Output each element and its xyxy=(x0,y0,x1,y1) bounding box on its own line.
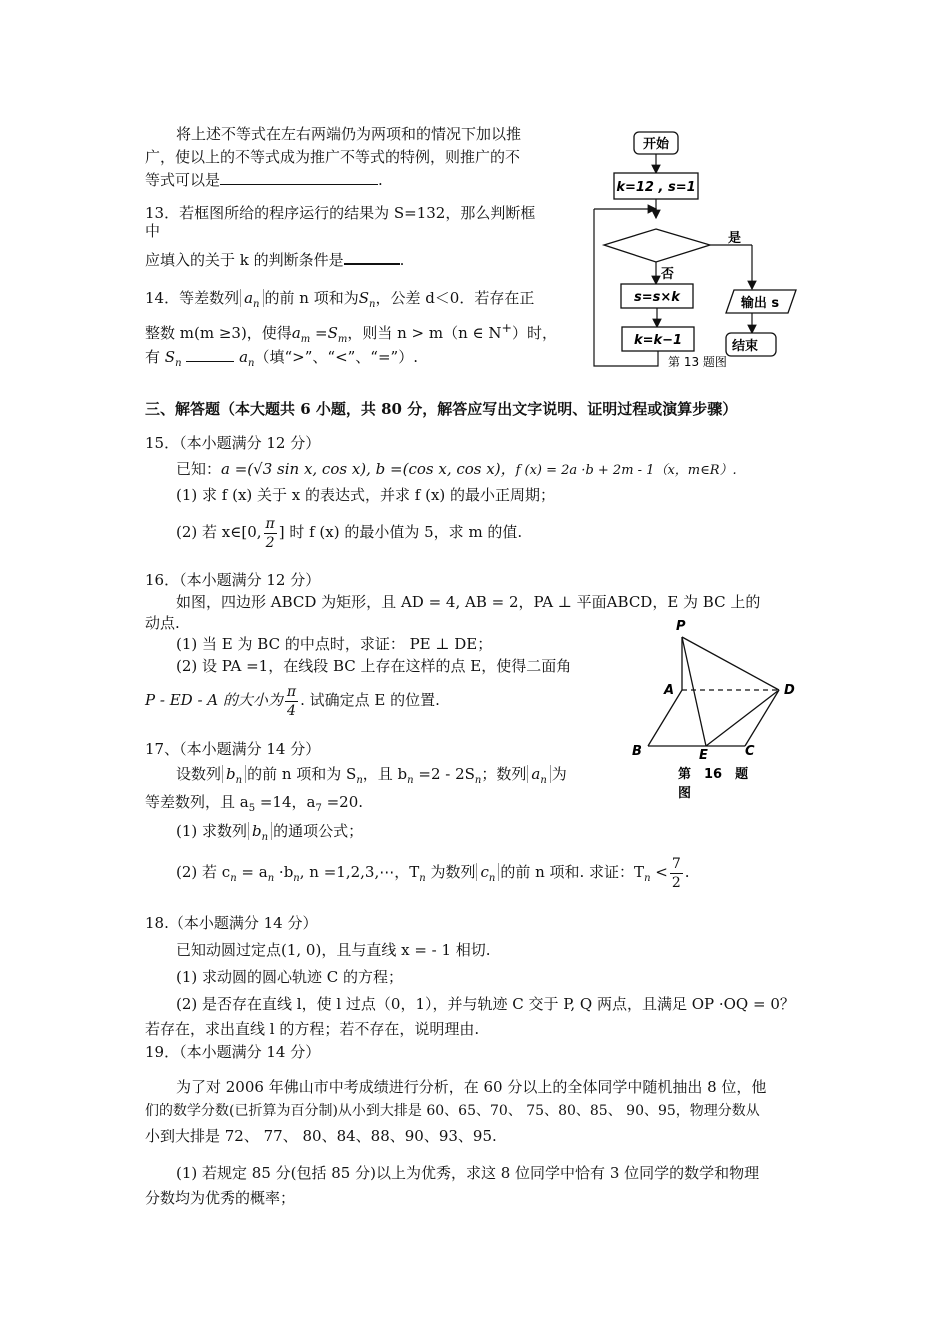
point-C: C xyxy=(745,744,755,759)
q13-line-3: 应填入的关于 k 的判断条件是 . xyxy=(145,251,405,269)
q15-title: 15．（本小题满分 12 分） xyxy=(145,434,321,452)
intro-line-2: 广，使以上的不等式成为推广不等式的特例，则推广的不 xyxy=(145,148,521,166)
flow-end-text: 结束 xyxy=(731,339,759,354)
q16-line-1: 如图，四边形 ABCD 为矩形，且 AD = 4, AB = 2，PA ⊥ 平面ABCD，E 为 BC 上的 xyxy=(176,593,761,611)
q16-part-2: (2) 设 PA =1，在线段 BC 上存在这样的点 E，使得二面角 xyxy=(176,657,572,675)
seq-a-bracket-17: $a_n$ xyxy=(527,765,550,783)
answer-blank-q13[interactable] xyxy=(344,249,400,265)
q14-line-3: 有 $S_n$ $a_n$（填“>”、“<”、“=”）. xyxy=(145,348,418,369)
q16-part-1: (1) 当 E 为 BC 的中点时，求证： PE ⊥ DE； xyxy=(176,635,493,653)
q17-part-1: (1) 求数列 $b_n$ 的通项公式； xyxy=(176,822,364,843)
figure-16-caption-1: 第 16 题 xyxy=(678,767,749,782)
q17-title: 17、（本小题满分 14 分） xyxy=(145,740,321,758)
flow-caption: 第 13 题图 xyxy=(668,355,727,369)
q19-title: 19．（本小题满分 14 分） xyxy=(145,1043,321,1061)
answer-blank-intro[interactable] xyxy=(220,170,378,185)
q13-line-2: 中 xyxy=(145,222,161,240)
edge-AB xyxy=(648,690,682,746)
edge-PD xyxy=(682,637,779,690)
section-3-heading: 三、解答题（本大题共 6 小题，共 80 分，解答应写出文字说明、证明过程或演算步骤） xyxy=(145,400,738,418)
edge-ED xyxy=(706,690,779,746)
pi-over-2: $\frac{\pi}{2}$ xyxy=(265,515,275,551)
figure-16-caption-2: 图 xyxy=(678,786,692,801)
flow-no-label: 否 xyxy=(661,267,675,282)
point-P: P xyxy=(676,619,686,634)
flow-yes-label: 是 xyxy=(728,231,742,246)
q19-line-2: 们的数学分数(已折算为百分制)从小到大排是 60、65、70、 75、80、85、 90、95，物理分数从 xyxy=(145,1103,760,1119)
point-D: D xyxy=(784,683,795,698)
point-A: A xyxy=(664,683,675,698)
q14-line-1: 14．等差数列 $a_n$ 的前 n 项和为$S_n$，公差 d＜0．若存在正 xyxy=(145,289,535,310)
edge-PE xyxy=(682,637,706,746)
edge-CD xyxy=(745,690,779,746)
q18-part-2: (2) 是否存在直线 l，使 l 过点（0，1），并与轨迹 C 交于 P, Q 两点，且满足 OP ·OQ = 0？ xyxy=(176,995,795,1013)
seven-halves: $\frac{7}{2}$ xyxy=(671,855,681,891)
q19-line-1: 为了对 2006 年佛山市中考成绩进行分析，在 60 分以上的全体同学中随机抽出 8 位，他 xyxy=(176,1078,767,1096)
seq-a-bracket: $a_n$ xyxy=(240,289,263,307)
flow-output-text: 输出 s xyxy=(740,296,780,311)
q14-line-2: 整数 m(m ≥3)，使得$a_m =S_m$，则当 n > m（n ∈ N+）时， xyxy=(145,320,558,345)
q15-part-2: (2) 若 x∈[0, $\frac{\pi}{2}$ ] 时 f (x) 的最小值为 5，求 m 的值. xyxy=(176,515,523,551)
flow-init-text: k=12 , s=1 xyxy=(616,180,696,195)
q15-given: 已知：a =(√3 sin x, cos x), b =(cos x, cos x)，f (x) = 2a ·b + 2m - 1（x，m∈R）. xyxy=(176,460,737,478)
q15-part-1: (1) 求 f (x) 关于 x 的表达式，并求 f (x) 的最小正周期； xyxy=(176,486,556,504)
flow-update-k-text: k=k−1 xyxy=(633,333,683,348)
q19-part-1b: 分数均为优秀的概率； xyxy=(145,1189,296,1207)
seq-b-bracket: $b_n$ xyxy=(222,765,246,783)
point-B: B xyxy=(632,744,642,759)
q18-part-2b: 若存在，求出直线 l 的方程；若不存在，说明理由. xyxy=(145,1020,480,1038)
flow-update-s-text: s=s×k xyxy=(634,290,680,305)
flowchart-q13 xyxy=(588,126,813,372)
intro-line-3: 等式可以是 . xyxy=(145,171,383,189)
answer-blank-q14[interactable] xyxy=(186,347,234,362)
q19-line-3: 小到大排是 72、 77、 80、84、88、90、93、95. xyxy=(145,1127,497,1145)
q16-line-2: 动点. xyxy=(145,614,180,632)
flow-condition-diamond xyxy=(604,229,710,262)
q17-line-1: 设数列 $b_n$ 的前 n 项和为 $S_n$，且 $b_n =2 - 2S_n$；数列 $a_n$ 为 xyxy=(176,765,567,786)
q13-line-1: 13．若框图所给的程序运行的结果为 S=132，那么判断框 xyxy=(145,204,536,222)
point-E: E xyxy=(699,748,708,763)
q18-part-1: (1) 求动圆的圆心轨迹 C 的方程； xyxy=(176,968,404,986)
q16-title: 16．（本小题满分 12 分） xyxy=(145,571,321,589)
flow-start-text: 开始 xyxy=(642,137,670,152)
q17-part-2: (2) 若 $c_n = a_n \cdot b_n$, n =1,2,3,⋯，$T_n$ 为数列 $c_n$ 的前 n 项和. 求证：$T_n$ < $\frac{7}{2}$ . xyxy=(176,855,690,891)
q18-title: 18.（本小题满分 14 分） xyxy=(145,914,318,932)
q18-line-1: 已知动圆过定点(1, 0)，且与直线 x = - 1 相切. xyxy=(176,941,491,959)
q17-line-2: 等差数列，且 $a_5 =14$，$a_7 =20$. xyxy=(145,793,364,814)
intro-line-1: 将上述不等式在左右两端仍为两项和的情况下加以推 xyxy=(176,125,522,143)
pyramid-figure-q16 xyxy=(628,615,808,805)
pi-over-4: $\frac{\pi}{4}$ xyxy=(286,683,297,719)
q16-part-2b: P - ED - A 的大小为 $\frac{\pi}{4}$ . 试确定点 E 的位置. xyxy=(145,683,440,719)
q19-part-1: (1) 若规定 85 分(包括 85 分)以上为优秀，求这 8 位同学中恰有 3 位同学的数学和物理 xyxy=(176,1164,760,1182)
seq-b-bracket-2: $b_n$ xyxy=(248,822,272,840)
seq-c-bracket: $c_n$ xyxy=(476,863,499,881)
